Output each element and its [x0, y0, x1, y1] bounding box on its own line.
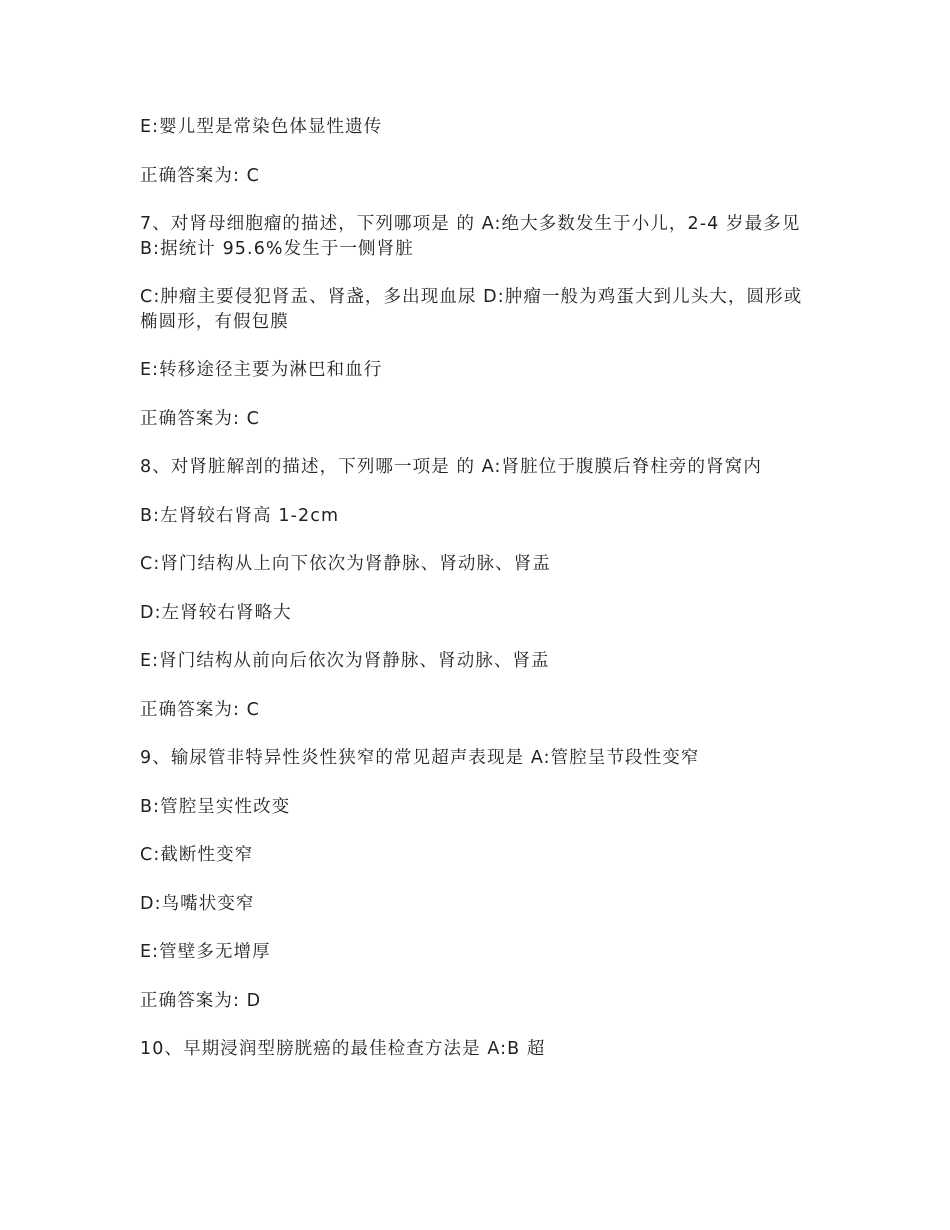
question-8: 8、对肾脏解剖的描述，下列哪一项是 的 A:肾脏位于腹膜后脊柱旁的肾窝内 — [140, 457, 762, 477]
question-9: 9、输尿管非特异性炎性狭窄的常见超声表现是 A:管腔呈节段性变窄 — [140, 748, 700, 768]
option-d-q9: D:鸟嘴状变窄 — [140, 893, 255, 914]
option-e-q6: E:婴儿型是常染色体显性遗传 — [140, 117, 383, 137]
option-c-q9: C:截断性变窄 — [140, 845, 254, 865]
answer-q8: 正确答案为: C — [140, 699, 260, 720]
document-body — [140, 115, 820, 1086]
option-d-q8: D:左肾较右肾略大 — [140, 602, 292, 623]
option-b-q8: B:左肾较右肾高 1-2cm — [140, 505, 340, 526]
question-10: 10、早期浸润型膀胱癌的最佳检查方法是 A:B 超 — [140, 1039, 546, 1059]
option-e-q8: E:肾门结构从前向后依次为肾静脉、肾动脉、肾盂 — [140, 651, 550, 671]
option-e-q9: E:管壁多无增厚 — [140, 942, 271, 962]
options-cd-q7: C:肿瘤主要侵犯肾盂、肾盏，多出现血尿 D:肿瘤一般为鸡蛋大到儿头大，圆形或椭圆形，有假包膜 — [140, 287, 803, 332]
answer-q7: 正确答案为: C — [140, 408, 260, 429]
answer-q9: 正确答案为: D — [140, 990, 262, 1011]
option-c-q8: C:肾门结构从上向下依次为肾静脉、肾动脉、肾盂 — [140, 554, 551, 574]
answer-q6: 正确答案为: C — [140, 165, 260, 186]
option-e-q7: E:转移途径主要为淋巴和血行 — [140, 360, 383, 380]
question-7: 7、对肾母细胞瘤的描述，下列哪项是 的 A:绝大多数发生于小儿，2-4 岁最多见 B:据统计 95.6%发生于一侧肾脏 — [140, 214, 801, 259]
option-b-q9: B:管腔呈实性改变 — [140, 796, 291, 817]
